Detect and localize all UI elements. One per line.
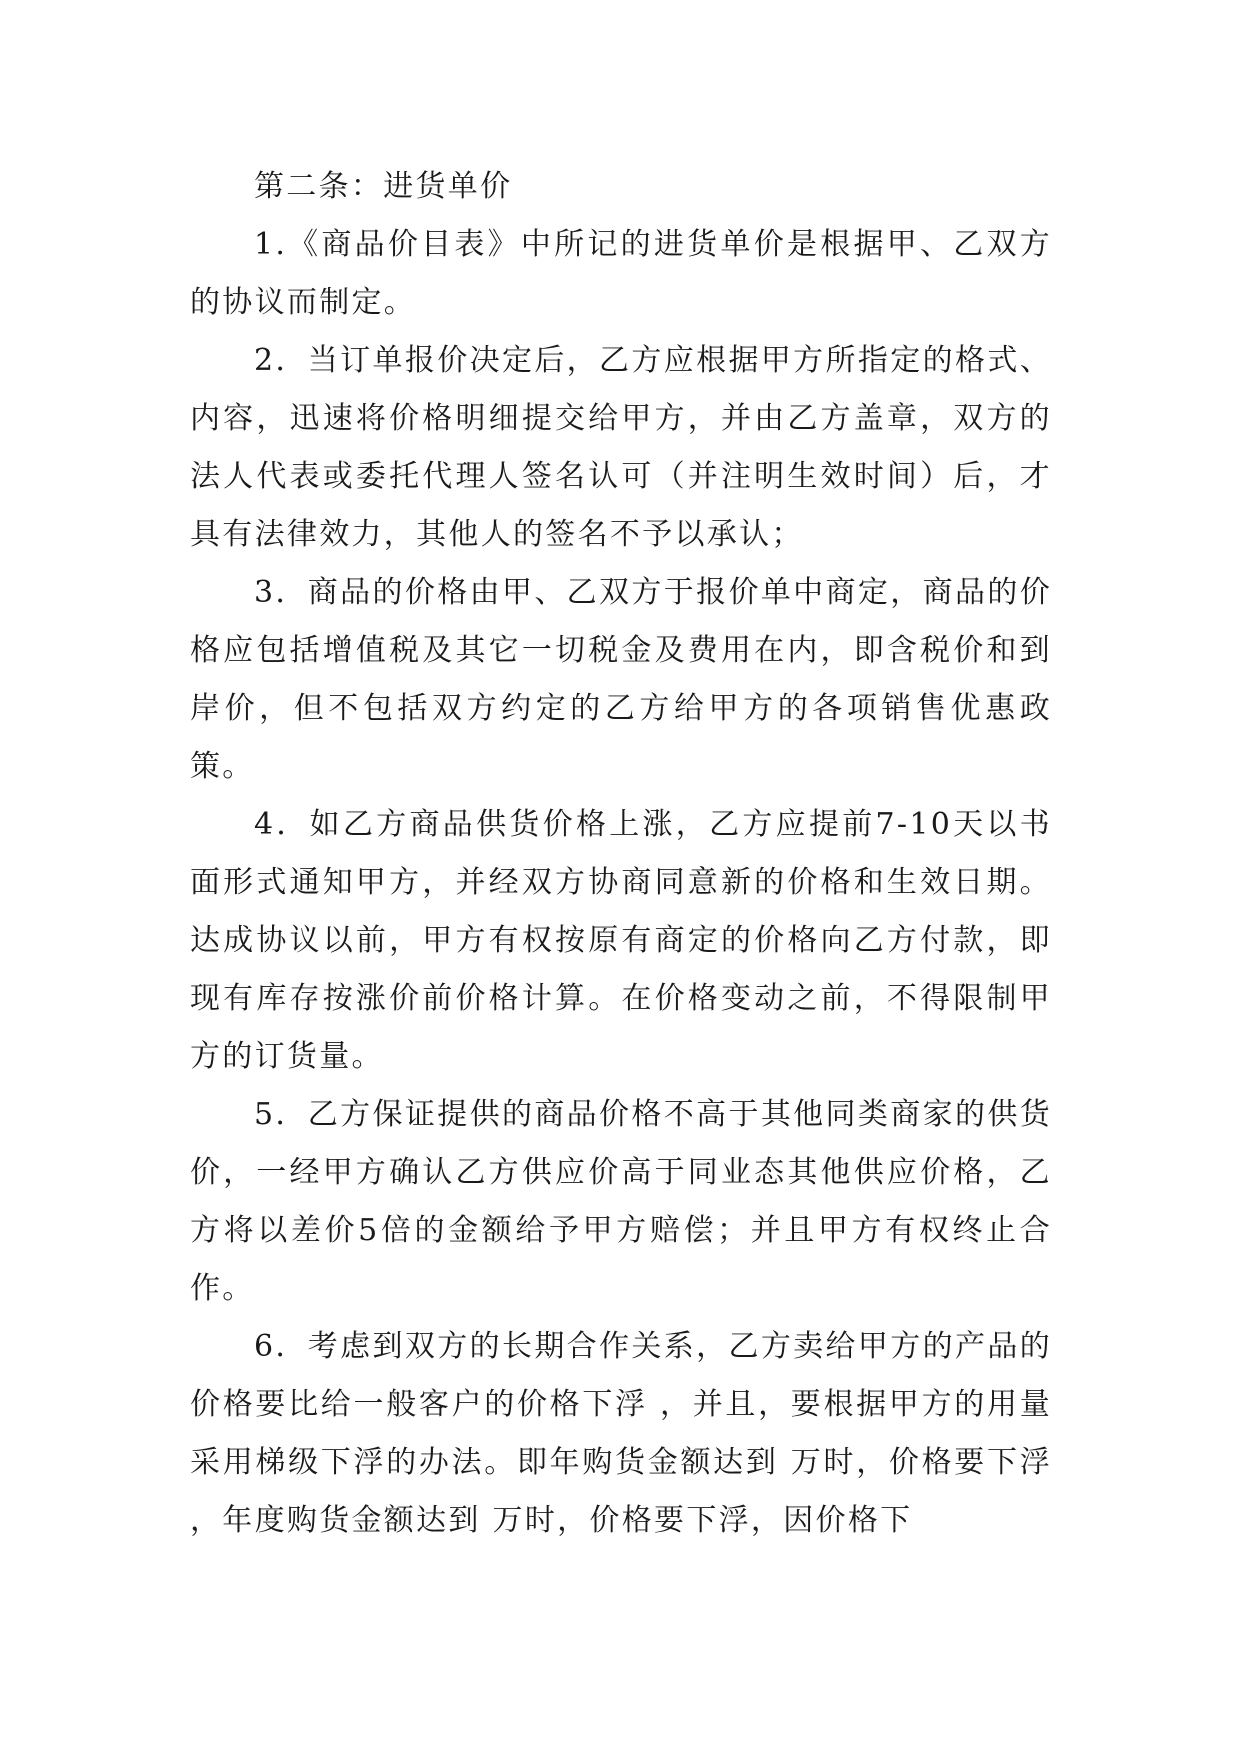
clause-6: 6．考虑到双方的长期合作关系，乙方卖给甲方的产品的价格要比给一般客户的价格下浮 ，并且，要根据甲方的用量采用梯级下浮的办法。即年购货金额达到 万时，价格要下浮 ，年度购货金额达到 万时，价格要下浮，因价格下 bbox=[190, 1329, 1052, 1538]
document-body bbox=[190, 158, 1052, 1550]
clause-4: 4．如乙方商品供货价格上涨，乙方应提前7-10天以书面形式通知甲方，并经双方协商同意新的价格和生效日期。达成协议以前，甲方有权按原有商定的价格向乙方付款，即现有库存按涨价前价格计算。在价格变动之前，不得限制甲方的订货量。 bbox=[190, 807, 1052, 1074]
clause-3: 3．商品的价格由甲、乙双方于报价单中商定，商品的价格应包括增值税及其它一切税金及费用在内，即含税价和到岸价，但不包括双方约定的乙方给甲方的各项销售优惠政策。 bbox=[190, 575, 1052, 784]
article-heading: 第二条：进货单价 bbox=[254, 169, 513, 204]
clause-2: 2．当订单报价决定后，乙方应根据甲方所指定的格式、内容，迅速将价格明细提交给甲方，并由乙方盖章，双方的法人代表或委托代理人签名认可（并注明生效时间）后，才具有法律效力，其他人的签名不予以承认； bbox=[190, 343, 1052, 552]
clause-5: 5．乙方保证提供的商品价格不高于其他同类商家的供货价，一经甲方确认乙方供应价高于同业态其他供应价格，乙方将以差价5倍的金额给予甲方赔偿；并且甲方有权终止合作。 bbox=[190, 1097, 1052, 1306]
clause-1: 1.《商品价目表》中所记的进货单价是根据甲、乙双方的协议而制定。 bbox=[190, 227, 1052, 320]
